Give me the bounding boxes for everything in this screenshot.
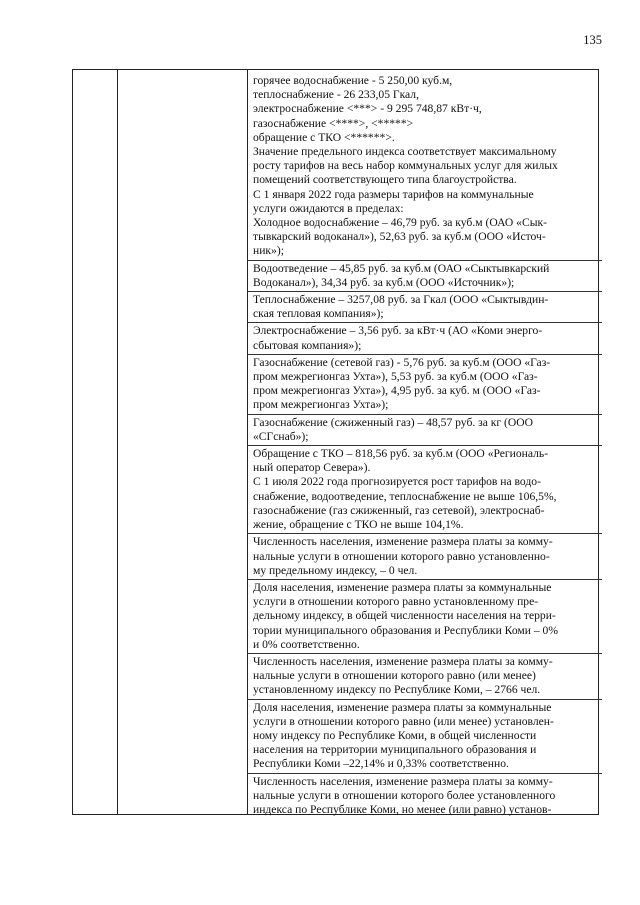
text-line: жение, обращение с ТКО не выше 104,1%. <box>253 518 464 532</box>
text-line: ская тепловая компания»); <box>253 307 384 321</box>
text-line: Обращение с ТКО – 818,56 руб. за куб.м (ООО «Региональ- <box>253 447 549 461</box>
text-line: помещений соответствующего типа благоустройства. <box>253 173 517 187</box>
row-separator <box>247 354 602 355</box>
row-separator <box>247 260 602 261</box>
row-separator <box>247 699 602 700</box>
text-line: услуги ожидаются в пределах: <box>253 201 404 215</box>
cell-paragraph <box>253 145 596 188</box>
text-line: Электроснабжение – 3,56 руб. за кВт·ч (АО «Коми энерго- <box>253 324 543 338</box>
text-line: пром межрегионгаз Ухта»), 5,53 руб. за куб.м (ООО «Газ- <box>253 370 538 384</box>
cell-paragraph <box>253 475 596 532</box>
row-separator <box>247 533 602 534</box>
text-line: снабжение, водоотведение, теплоснабжение не выше 106,5%, <box>253 489 557 503</box>
text-line: Республики Коми –22,14% и 0,33% соответственно. <box>253 757 509 771</box>
text-line: Значение предельного индекса соответствует максимальному <box>253 145 557 159</box>
text-line: Холодное водоснабжение – 46,79 руб. за куб.м (ОАО «Сык- <box>253 216 547 230</box>
text-line: С 1 января 2022 года размеры тарифов на коммунальные <box>253 187 534 201</box>
text-line: нальные услуги в отношении которого равно (или менее) <box>253 669 536 683</box>
text-line: Доля населения, изменение размера платы за коммунальные <box>253 700 552 714</box>
cell-paragraph <box>253 356 596 413</box>
text-line: горячее водоснабжение - 5 250,00 куб.м, <box>253 74 453 87</box>
text-line: ному индексу по Республике Коми, в общей численности <box>253 728 537 742</box>
text-line: Газоснабжение (сжиженный газ) – 48,57 руб. за кг (ООО <box>253 415 534 429</box>
text-line: Газоснабжение (сетевой газ) - 5,76 руб. за куб.м (ООО «Газ- <box>253 355 551 369</box>
page-number: 135 <box>583 33 602 47</box>
table-content-cell <box>253 74 596 817</box>
text-line: «СГснаб»); <box>253 429 309 443</box>
text-line: и 0% соответственно. <box>253 637 360 651</box>
text-line: росту тарифов на весь набор коммунальных услуг для жилых <box>253 159 558 173</box>
text-line: Водоканал»), 34,34 руб. за куб.м (ООО «Источник»); <box>253 275 515 289</box>
column-divider-1 <box>117 70 118 814</box>
text-line: му предельному индексу, – 0 чел. <box>253 563 418 577</box>
text-line: сбытовая компания»); <box>253 338 362 352</box>
text-line: газоснабжение (газ сжиженный, газ сетевой), электроснаб- <box>253 503 545 517</box>
row-separator <box>247 414 602 415</box>
text-line: обращение с ТКО <******>. <box>253 130 395 144</box>
row-separator <box>247 579 602 580</box>
row-separator <box>247 322 602 323</box>
cell-paragraph <box>253 262 596 290</box>
text-line: пром межрегионгаз Ухта»), 4,95 руб. за куб. м (ООО «Газ- <box>253 384 541 398</box>
text-line: тории муниципального образования и Республики Коми – 0% <box>253 623 558 637</box>
column-divider-2 <box>247 70 248 814</box>
text-line: ник»); <box>253 244 284 258</box>
text-line: Водоотведение – 45,85 руб. за куб.м (ОАО «Сыктывкарский <box>253 261 550 275</box>
cell-paragraph <box>253 655 596 698</box>
text-line: Теплоснабжение – 3257,08 руб. за Гкал (ООО «Сыктывдин- <box>253 293 549 307</box>
cell-paragraph <box>253 701 596 772</box>
text-line: услуги в отношении которого равно установленному пре- <box>253 595 539 609</box>
row-separator <box>247 653 602 654</box>
text-line: населения на территории муниципального образования и <box>253 743 537 757</box>
text-line: установленному индексу по Республике Коми, – 2766 чел. <box>253 683 541 697</box>
cell-paragraph <box>253 535 596 578</box>
text-line: тывкарский водоканал»), 52,63 руб. за куб.м (ООО «Источ- <box>253 230 546 244</box>
cell-paragraph <box>253 74 596 145</box>
text-line: нальные услуги в отношении которого более установленного <box>253 788 556 802</box>
cell-paragraph <box>253 581 596 652</box>
text-line: ный оператор Севера»). <box>253 461 371 475</box>
text-line: Доля населения, изменение размера платы за коммунальные <box>253 580 552 594</box>
text-line: дельному индексу, в общей численности населения на терри- <box>253 609 556 623</box>
text-line: услуги в отношении которого равно (или менее) установлен- <box>253 714 554 728</box>
text-line: электроснабжение <***> - 9 295 748,87 кВт·ч, <box>253 102 482 116</box>
text-line: газоснабжение <****>, <*****> <box>253 116 414 130</box>
text-line: индекса по Республике Коми, но менее (или равно) установ- <box>253 802 552 816</box>
text-line: теплоснабжение - 26 233,05 Гкал, <box>253 88 419 102</box>
table-frame <box>72 69 599 815</box>
row-separator <box>247 291 602 292</box>
cell-paragraph <box>253 416 596 444</box>
cell-paragraph <box>253 324 596 352</box>
cell-paragraph <box>253 216 596 259</box>
cell-paragraph <box>253 293 596 321</box>
text-line: нальные услуги в отношении которого равно установленно- <box>253 549 550 563</box>
cell-paragraph <box>253 188 596 216</box>
text-line: Численность населения, изменение размера платы за комму- <box>253 654 553 668</box>
row-separator <box>247 445 602 446</box>
cell-paragraph <box>253 447 596 475</box>
text-line: Численность населения, изменение размера платы за комму- <box>253 774 553 788</box>
text-line: Численность населения, изменение размера платы за комму- <box>253 535 553 549</box>
row-separator <box>247 773 602 774</box>
cell-paragraph <box>253 775 596 818</box>
text-line: С 1 июля 2022 года прогнозируется рост тарифов на водо- <box>253 475 541 489</box>
text-line: пром межрегионгаз Ухта»); <box>253 398 389 412</box>
